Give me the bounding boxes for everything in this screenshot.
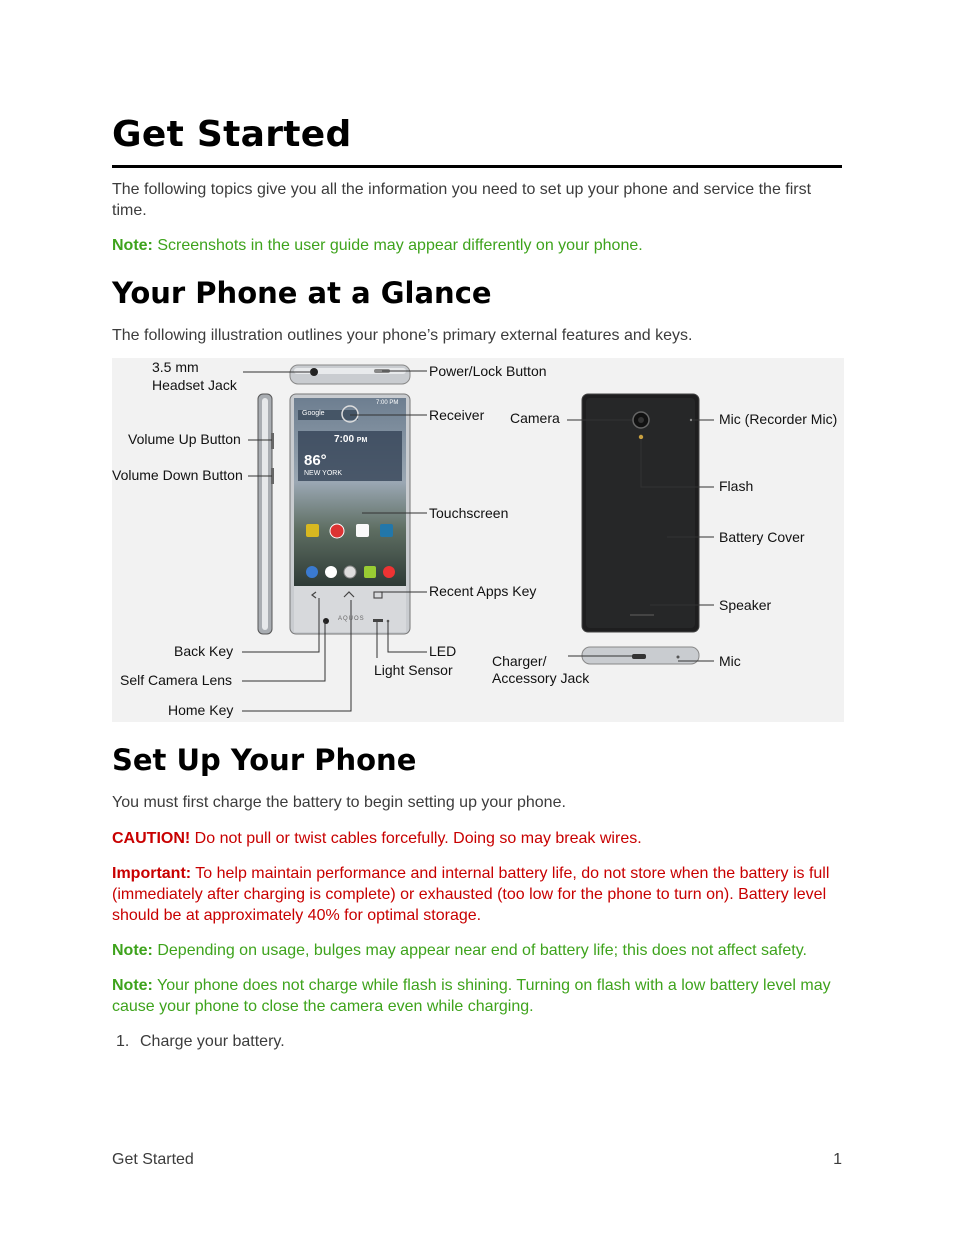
phone-side-view [258,394,274,634]
label-flash: Flash [719,478,754,494]
label-receiver: Receiver [429,407,485,423]
screen-clock [334,434,367,445]
important-text: To help maintain performance and internal battery life, do not store when the battery is full (immediately after charging is complete) or exhausted (too low for the phone to turn on). Battery level should be at approximately 40% for optimal storage. [112,865,830,924]
label-power-lock: Power/Lock Button [429,363,547,379]
label-led: LED [429,643,457,659]
label-self-camera: Self Camera Lens [120,672,233,688]
label-battery-cover: Battery Cover [719,529,805,545]
step-list-item [116,1031,285,1052]
setup-intro: You must first charge the battery to begin setting up your phone. [112,794,566,811]
section-heading-setup: Set Up Your Phone [112,743,417,777]
screen-status-time: 7:00 PM [376,400,399,406]
page-title: Get Started [112,114,352,155]
label-back-key: Back Key [174,643,234,659]
section-heading-glance: Your Phone at a Glance [112,276,492,310]
label-volume-down: Volume Down Button [112,467,243,483]
caution-note [112,828,842,849]
screen-clock-time: 7:00 [334,434,355,445]
important-note [112,863,842,926]
phone-top-edge [290,365,410,384]
glance-intro: The following illustration outlines your phone’s primary external features and keys. [112,327,693,344]
label-light-sensor: Light Sensor [374,662,453,678]
note-label: Note: [112,977,153,994]
intro-paragraph: The following topics give you all the information you need to set up your phone and service the first time. [112,181,812,219]
screen-brand: AQUOS [338,616,365,622]
note-text: Your phone does not charge while flash is shining. Turning on flash with a low battery level may cause your phone to close the camera even while charging. [112,977,831,1015]
label-recent-apps: Recent Apps Key [429,583,537,599]
screen-city: NEW YORK [304,470,342,477]
phone-front [290,394,410,634]
title-rule [112,165,842,168]
label-charger-1: Charger/ [492,653,547,669]
note-label: Note: [112,237,153,254]
step-text: Charge your battery. [140,1033,285,1050]
note-flash [112,975,842,1017]
label-volume-up: Volume Up Button [128,431,241,447]
note-label: Note: [112,942,153,959]
caution-text: Do not pull or twist cables forcefully. Doing so may break wires. [190,830,642,847]
label-camera: Camera [510,410,560,426]
phone-illustration [112,358,844,722]
label-charger-2: Accessory Jack [492,670,590,686]
note-bulges [112,940,842,961]
label-touchscreen: Touchscreen [429,505,509,521]
note-text: Depending on usage, bulges may appear near end of battery life; this does not affect safety. [152,942,807,959]
footer-page-number: 1 [833,1151,842,1168]
caution-label: CAUTION! [112,830,191,847]
label-mic: Mic [719,653,741,669]
screen-search-label: Google [302,410,325,417]
label-headset-jack-1: 3.5 mm [152,359,199,375]
label-headset-jack-2: Headset Jack [152,377,237,393]
phone-back [582,394,699,632]
important-label: Important: [112,865,192,882]
step-number: 1. [116,1033,130,1050]
footer-section-name: Get Started [112,1151,194,1168]
note-text: Screenshots in the user guide may appear differently on your phone. [152,237,643,254]
label-speaker: Speaker [719,597,772,613]
screen-temperature: 86° [304,452,327,469]
label-home-key: Home Key [168,702,234,718]
screen-clock-ampm: PM [356,437,368,444]
label-mic-recorder: Mic (Recorder Mic) [719,411,838,427]
note-screenshots [112,235,842,256]
